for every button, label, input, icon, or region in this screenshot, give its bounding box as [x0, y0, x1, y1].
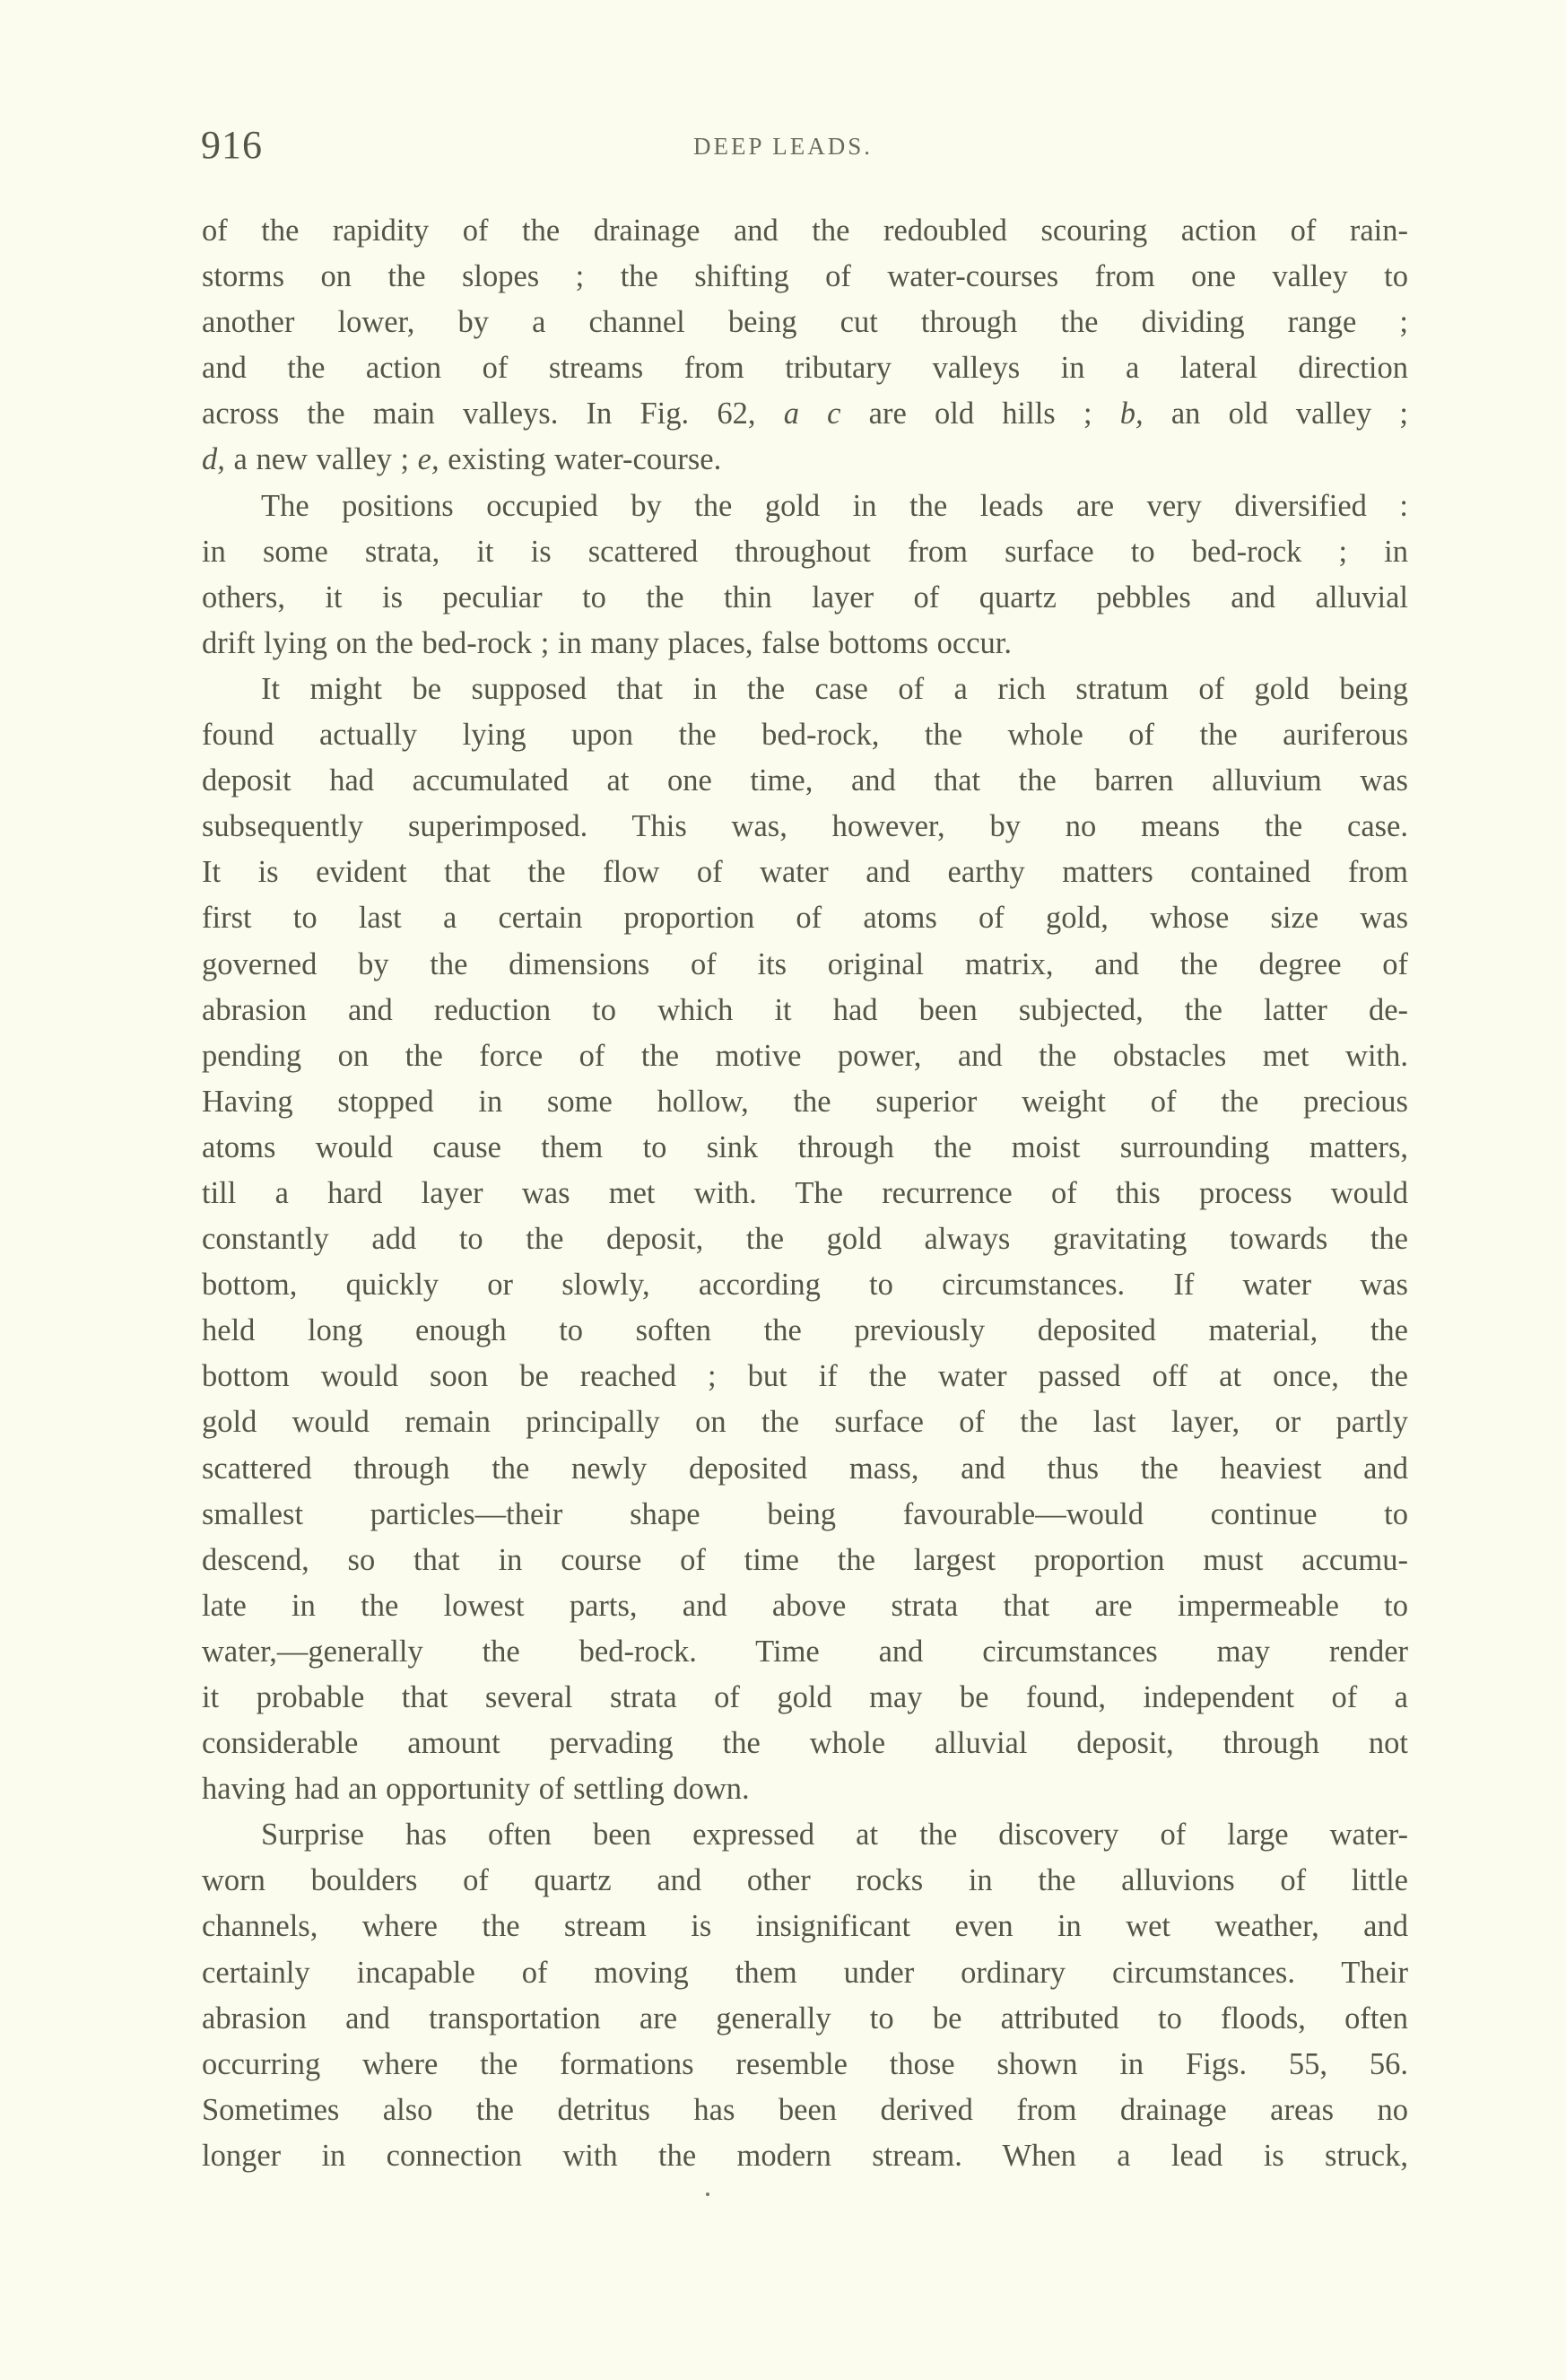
- body-text: [202, 208, 1408, 2179]
- text-line: [202, 484, 1408, 529]
- text-line: [202, 1629, 1408, 1675]
- text-segment: water,—generally the bed-rock. Time and circumstances may render: [202, 1634, 1408, 1669]
- text-segment: abrasion and reduction to which it had been subjected, the latter de-: [202, 992, 1408, 1027]
- text-segment: across the main valleys. In Fig. 62,: [202, 397, 784, 432]
- paragraph: [202, 484, 1408, 667]
- text-line: [202, 1675, 1408, 1721]
- text-segment: in some strata, it is scattered throughout from surface to bed-rock ; in: [202, 534, 1408, 569]
- text-segment: channels, where the stream is insignificant even in wet weather, and: [202, 1909, 1408, 1944]
- text-line: [202, 1446, 1408, 1492]
- text-line: [202, 345, 1408, 391]
- text-segment: longer in connection with the modern stream. When a lead is struck,: [202, 2138, 1408, 2173]
- text-line: [202, 1904, 1408, 1949]
- text-line: [202, 1262, 1408, 1308]
- text-line: [202, 667, 1408, 712]
- text-line: [202, 2133, 1408, 2179]
- text-line: [202, 1354, 1408, 1399]
- text-segment: governed by the dimensions of its original matrix, and the degree of: [202, 946, 1408, 981]
- text-segment: Sometimes also the detritus has been derived from drainage areas no: [202, 2092, 1408, 2127]
- text-segment: The positions occupied by the gold in the leads are very diversified :: [261, 488, 1408, 523]
- text-line: [202, 1583, 1408, 1629]
- text-segment: another lower, by a channel being cut through the dividing range ;: [202, 305, 1408, 340]
- italic-reference: d,: [202, 442, 225, 477]
- paragraph: [202, 208, 1408, 484]
- text-line: [202, 575, 1408, 621]
- text-line: [202, 895, 1408, 941]
- text-line: [202, 1171, 1408, 1216]
- text-segment: pending on the force of the motive power, and the obstacles met with.: [202, 1038, 1408, 1073]
- text-line: [202, 1812, 1408, 1858]
- text-segment: of the rapidity of the drainage and the redoubled scouring action of rain-: [202, 214, 1408, 248]
- text-segment: it probable that several strata of gold may be found, independent of a: [202, 1680, 1408, 1714]
- text-segment: having had an opportunity of settling down.: [202, 1772, 750, 1807]
- text-segment: existing water-course.: [439, 442, 722, 477]
- text-segment: a new valley ;: [224, 442, 418, 477]
- text-line: [202, 942, 1408, 988]
- text-line: [202, 621, 1408, 667]
- text-line: [202, 254, 1408, 300]
- page-number: 916: [201, 123, 263, 167]
- text-segment: abrasion and transportation are generally to be attributed to floods, often: [202, 2001, 1408, 2036]
- text-segment: occurring where the formations resemble those shown in Figs. 55, 56.: [202, 2046, 1408, 2081]
- text-segment: worn boulders of quartz and other rocks in the alluvions of little: [202, 1863, 1408, 1898]
- text-line: [202, 804, 1408, 850]
- text-segment: gold would remain principally on the surface of the last layer, or partly: [202, 1405, 1408, 1440]
- text-segment: It might be supposed that in the case of a rich stratum of gold being: [261, 671, 1408, 706]
- text-line: [202, 529, 1408, 575]
- italic-reference: b,: [1119, 397, 1144, 432]
- text-line: [202, 1079, 1408, 1125]
- text-segment: smallest particles—their shape being favourable—would continue to: [202, 1496, 1408, 1531]
- text-segment: Surprise has often been expressed at the discovery of large water-: [261, 1818, 1408, 1853]
- text-segment: atoms would cause them to sink through the moist surrounding matters,: [202, 1129, 1408, 1164]
- text-segment: Having stopped in some hollow, the superior weight of the precious: [202, 1084, 1408, 1119]
- text-line: [202, 850, 1408, 895]
- text-line: [202, 1721, 1408, 1766]
- text-segment: scattered through the newly deposited mass, and thus the heaviest and: [202, 1451, 1408, 1486]
- text-segment: descend, so that in course of time the largest proportion must accumu-: [202, 1542, 1408, 1577]
- text-line: [202, 988, 1408, 1033]
- text-segment: constantly add to the deposit, the gold always gravitating towards the: [202, 1222, 1408, 1257]
- text-segment: bottom would soon be reached ; but if the water passed off at once, the: [202, 1359, 1408, 1394]
- text-line: [202, 1492, 1408, 1538]
- text-segment: It is evident that the flow of water and earthy matters contained from: [202, 855, 1408, 890]
- text-segment: first to last a certain proportion of atoms of gold, whose size was: [202, 901, 1408, 936]
- text-segment: drift lying on the bed-rock ; in many places, false bottoms occur.: [202, 625, 1012, 660]
- text-line: [202, 1125, 1408, 1171]
- text-line: [202, 1950, 1408, 1996]
- text-segment: considerable amount pervading the whole alluvial deposit, through not: [202, 1726, 1408, 1761]
- text-segment: and the action of streams from tributary valleys in a lateral direction: [202, 351, 1408, 386]
- text-segment: an old valley ;: [1143, 397, 1408, 432]
- text-line: [202, 1858, 1408, 1904]
- paragraph: [202, 667, 1408, 1812]
- text-line: [202, 1766, 1408, 1812]
- italic-reference: a c: [783, 397, 841, 432]
- text-segment: found actually lying upon the bed-rock, the whole of the auriferous: [202, 718, 1408, 753]
- text-line: [202, 1538, 1408, 1583]
- text-line: [202, 1308, 1408, 1354]
- text-segment: storms on the slopes ; the shifting of water-courses from one valley to: [202, 259, 1408, 294]
- text-line: [202, 437, 1408, 483]
- text-segment: certainly incapable of moving them under ordinary circumstances. Their: [202, 1955, 1408, 1990]
- text-line: [202, 2042, 1408, 2088]
- text-segment: subsequently superimposed. This was, however, by no means the case.: [202, 809, 1408, 844]
- text-line: [202, 300, 1408, 345]
- text-segment: deposit had accumulated at one time, and that the barren alluvium was: [202, 763, 1408, 798]
- text-segment: others, it is peculiar to the thin layer of quartz pebbles and alluvial: [202, 580, 1408, 615]
- text-line: [202, 712, 1408, 758]
- text-line: [202, 1996, 1408, 2042]
- running-title: DEEP LEADS.: [693, 133, 873, 160]
- paragraph: [202, 1812, 1408, 2179]
- text-segment: till a hard layer was met with. The recurrence of this process would: [202, 1175, 1408, 1210]
- text-line: [202, 391, 1408, 437]
- text-line: [202, 208, 1408, 254]
- text-line: [202, 1033, 1408, 1079]
- text-line: [202, 2088, 1408, 2133]
- text-segment: late in the lowest parts, and above strata that are impermeable to: [202, 1588, 1408, 1623]
- text-segment: bottom, quickly or slowly, according to circumstances. If water was: [202, 1268, 1408, 1303]
- page-mark: [706, 2193, 709, 2196]
- text-segment: are old hills ;: [840, 397, 1120, 432]
- text-line: [202, 1216, 1408, 1262]
- italic-reference: e,: [417, 442, 439, 477]
- text-line: [202, 758, 1408, 804]
- text-line: [202, 1399, 1408, 1445]
- text-segment: held long enough to soften the previously deposited material, the: [202, 1313, 1408, 1348]
